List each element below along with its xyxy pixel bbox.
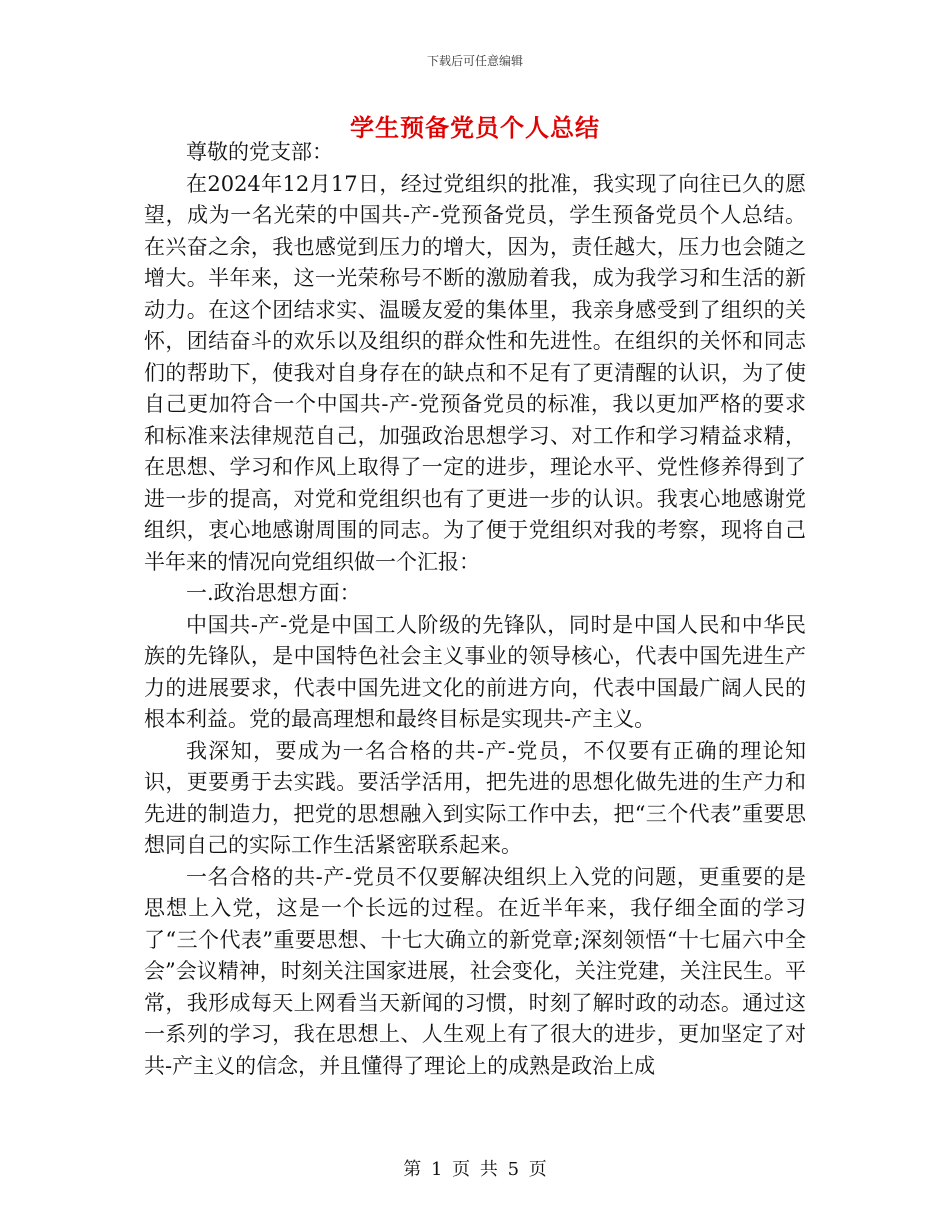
document-title: 学生预备党员个人总结 [350,113,600,142]
paragraph-party-definition: 中国共-产-党是中国工人阶级的先锋队，同时是中国人民和中华民族的先锋队，是中国特色社会主义事业的领导核心，代表中国先进生产力的进展要求，代表中国先进文化的前进方向，代表中国最广阔人民的根本利益。党的最高理想和最终目标是实现共-产主义。 [144,612,806,731]
paragraph-intro: 在2024年12月17日，经过党组织的批准，我实现了向往已久的愿望，成为一名光荣的中国共-产-党预备党员，学生预备党员个人总结。在兴奋之余，我也感觉到压力的增大，因为，责任越大，压力也会随之增大。半年来，这一光荣称号不断的激励着我，成为我学习和生活的新动力。在这个团结求实、温暖友爱的集体里，我亲身感受到了组织的关怀，团结奋斗的欢乐以及组织的群众性和先进性。在组织的关怀和同志们的帮助下，使我对自身存在的缺点和不足有了更清醒的认识，为了使自己更加符合一个中国共-产-党预备党员的标准，我以更加严格的要求和标准来法律规范自己，加强政治思想学习、对工作和学习精益求精，在思想、学习和作风上取得了一定的进步，理论水平、党性修养得到了进一步的提高，对党和党组织也有了更进一步的认识。我衷心地感谢党组织，衷心地感谢周围的同志。为了便于党组织对我的考察，现将自己半年来的情况向党组织做一个汇报： [144,171,806,574]
page-header-note: 下载后可任意编辑 [426,54,523,68]
document-body [144,137,806,1082]
section-heading-political: 一.政治思想方面： [186,581,361,605]
paragraph-ideology: 一名合格的共-产-党员不仅要解决组织上入党的问题，更重要的是思想上入党，这是一个长远的过程。在近半年来，我仔细全面的学习了“三个代表”重要思想、十七大确立的新党章;深刻领悟“十七届六中全会”会议精神，时刻关注国家进展，社会变化，关注党建，关注民生。平常，我形成每天上网看当天新闻的习惯，时刻了解时政的动态。通过这一系列的学习，我在思想上、人生观上有了很大的进步，更加坚定了对共-产主义的信念，并且懂得了理论上的成熟是政治上成 [144,864,806,1078]
paragraph-practice: 我深知，要成为一名合格的共-产-党员，不仅要有正确的理论知识，更要勇于去实践。要活学活用，把先进的思想化做先进的生产力和先进的制造力，把党的思想融入到实际工作中去，把“三个代表”重要思想同自己的实际工作生活紧密联系起来。 [144,738,806,857]
page-number: 第 1 页 共 5 页 [403,1159,547,1180]
salutation: 尊敬的党支部： [186,140,333,164]
